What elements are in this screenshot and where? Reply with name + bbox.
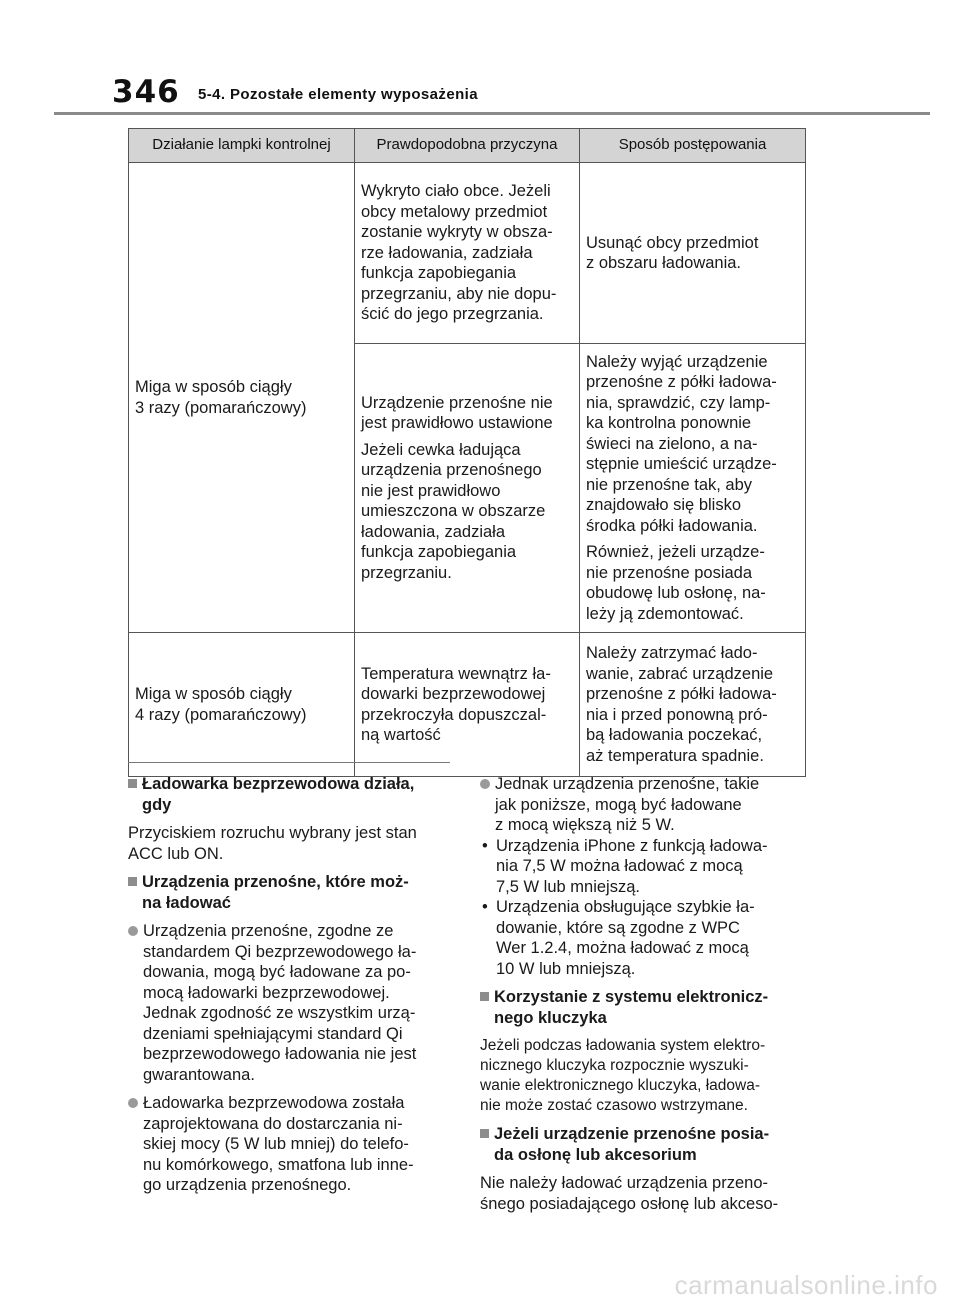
list-item: Ładowarka bezprzewodowa została zaprojektowana do dostarczania ni- skiej mocy (5 W lub mniej) do telefo- nu komórkowego, smatfona lub inne- go urządzenia przenośnego.	[128, 1093, 450, 1196]
square-bullet-icon	[480, 1129, 489, 1138]
circle-bullet-icon	[480, 779, 490, 789]
list-item: Urządzenia przenośne, zgodne ze standardem Qi bezprzewodowego ła- dowania, mogą być ładowane za po- mocą ładowarki bezprzewodowej. Jednak zgodność ze wszystkim urzą- dzeniami spełniającymi standard Qi bezprzewodowego ładowania nie jest gwarantowana.	[128, 921, 450, 1085]
paragraph-ignition: Przyciskiem rozruchu wybrany jest stan ACC lub ON.	[128, 824, 417, 863]
list-item: Jednak urządzenia przenośne, takie jak poniższe, mogą być ładowane z mocą większą niż 5 W.	[480, 774, 802, 836]
header-rule	[54, 112, 930, 115]
square-bullet-icon	[128, 877, 137, 886]
list-item: • Urządzenia obsługujące szybkie ła- dowanie, które są zgodne z WPC Wer 1.2.4, można ładować z mocą 10 W lub mniejszą.	[482, 898, 755, 978]
indicator-cell: Miga w sposób ciągły 4 razy (pomarańczowy)	[129, 633, 355, 777]
section-title: 5-4. Pozostałe elementy wyposażenia	[198, 86, 478, 103]
column-header-action: Sposób postępowania	[580, 129, 806, 163]
heading-chargeable-devices: Urządzenia przenośne, które moż- na ładować	[128, 872, 450, 913]
dot-bullet-icon: •	[482, 836, 488, 855]
paragraph-cover-warning: Nie należy ładować urządzenia przeno- śnego posiadającego osłonę lub akceso-	[480, 1174, 779, 1213]
indicator-table	[128, 128, 806, 777]
page-number: 346	[112, 74, 180, 110]
column-header-cause: Prawdopodobna przyczyna	[355, 129, 580, 163]
watermark: carmanualsonline.info	[674, 1270, 938, 1300]
paragraph-smart-key: Jeżeli podczas ładowania system elektro- nicznego kluczyka rozpocznie wyszuki- wanie elektronicznego kluczyka, ładowa- nie może zostać czasowo wstrzymane.	[480, 1037, 766, 1114]
cause-cell: Temperatura wewnątrz ła- dowarki bezprzewodowej przekroczyła dopuszczal- ną wartość	[355, 633, 580, 777]
action-cell: Należy wyjąć urządzenie przenośne z półki ładowa- nia, sprawdzić, czy lamp- ka kontrolna ponownie świeci na zielono, a na- stępnie umieścić urządze- nie przenośne tak, aby znajdowało się blisko środka półki ładowania. Również, jeżeli urządze- nie przenośne posiada obudowę lub osłonę, na- leży ją zdemontować.	[580, 344, 806, 633]
circle-bullet-icon	[128, 926, 138, 936]
action-cell: Usunąć obcy przedmiot z obszaru ładowania.	[580, 163, 806, 344]
heading-device-with-cover: Jeżeli urządzenie przenośne posia- da osłonę lub akcesorium	[480, 1124, 802, 1165]
list-item: • Urządzenia iPhone z funkcją ładowa- nia 7,5 W można ładować z mocą 7,5 W lub mniejszą.	[482, 836, 768, 896]
column-header-indicator: Działanie lampki kontrolnej	[129, 129, 355, 163]
table-header-row	[129, 129, 806, 163]
table-row	[129, 633, 806, 777]
section-divider	[128, 762, 450, 763]
table-row	[129, 163, 806, 344]
left-column	[128, 762, 450, 1204]
cause-cell: Wykryto ciało obce. Jeżeli obcy metalowy przedmiot zostanie wykryty w obsza- rze ładowania, zadziała funkcja zapobiegania przegrzaniu, aby nie dopu- ścić do jego przegrzania.	[355, 163, 580, 344]
right-column	[480, 774, 802, 1222]
indicator-cell: Miga w sposób ciągły 3 razy (pomarańczowy)	[129, 163, 355, 633]
action-cell: Należy zatrzymać łado- wanie, zabrać urządzenie przenośne z półki ładowa- nia i przed ponowną pró- bą ładowania poczekać, aż temperatura spadnie.	[580, 633, 806, 777]
cause-cell: Urządzenie przenośne nie jest prawidłowo ustawione Jeżeli cewka ładująca urządzenia przenośnego nie jest prawidłowo umieszczona w obszarze ładowania, zadziała funkcja zapobiegania przegrzaniu.	[355, 344, 580, 633]
heading-smart-key-system: Korzystanie z systemu elektronicz- nego kluczyka	[480, 987, 802, 1028]
square-bullet-icon	[480, 992, 489, 1001]
circle-bullet-icon	[128, 1098, 138, 1108]
square-bullet-icon	[128, 779, 137, 788]
dot-bullet-icon: •	[482, 898, 488, 916]
heading-wireless-charger-works: Ładowarka bezprzewodowa działa, gdy	[128, 774, 450, 815]
